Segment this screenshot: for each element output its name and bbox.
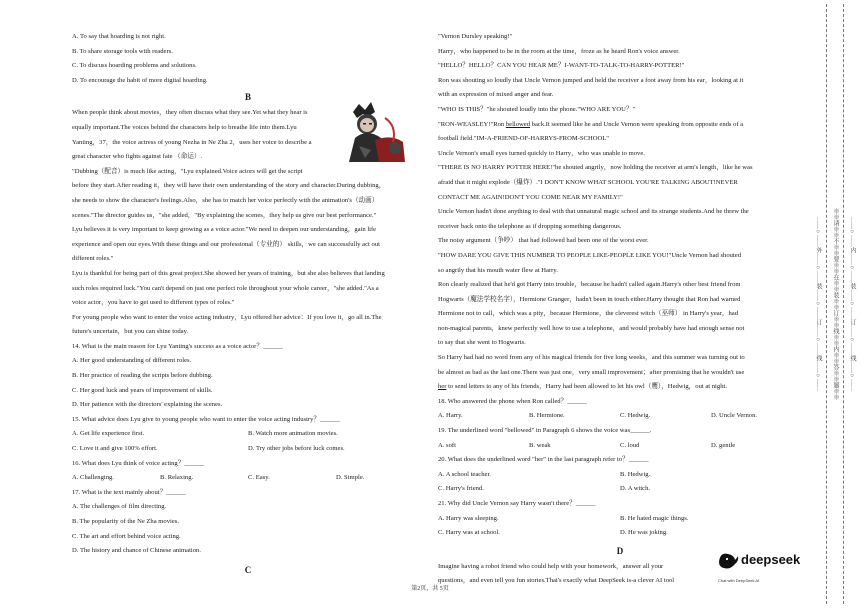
passage-c-line: Uncle Vernon hadn't done anything to deal with that unnatural magic school and its strange students.And he threw the [438,208,749,216]
passage-c-line: "Vernon Dursley speaking!" [438,33,513,40]
answer-option: A. A school teacher. [438,470,491,478]
binding-dashed-line [843,4,844,604]
passage-b-line: When people think about movies，they often discuss what they see.Yet what they hear is [72,109,308,117]
underlined-word-bellowed: bellowed [505,120,531,128]
answer-option: B. Watch more animation movies. [248,430,338,438]
question-stem: 18. Who answered the phone when Ron called？______ [438,397,587,405]
question-stem: 15. What advice does Lyu give to young people who want to enter the voice acting industry？______ [72,415,340,423]
answer-option: C. Harry's friend. [438,485,484,493]
answer-option: B. weak [529,441,551,449]
logo-wordmark: deepseek [741,552,801,567]
answer-options-row [438,439,802,454]
answer-option: B. Hedwig. [620,470,651,478]
passage-b-line: "Dubbing（配音）is much like acting，"Lyu explained.Voice actors will get the script [72,167,303,175]
passage-c-line: CONTACT ME AGAIN!DON'T YOU COME NEAR MY FAMILY!" [438,193,623,201]
question-stem: 20. What does the underlined word "her" in the last paragraph refer to？______ [438,456,649,464]
right-column [438,30,802,589]
answer-options-row [72,442,424,457]
passage-c-line: non-magical parents，knew perfectly well how to use a telephone，and would probably have had enough sense not [438,324,745,332]
answer-option: B. He hated magic things. [620,514,689,522]
question-stem: 17. What is the text mainly about？______ [72,488,186,496]
passage-c-line: Hermione not to call，which was a pity，because Hermione，the cleverest witch（巫师） in Harry's year，had [438,310,739,318]
inner-binding-line: ……○……内……○……装……○……订……○……线……○…… [849,217,855,391]
passage-c-line: football field."IM-A-FRIEND-OF-HARRYS-FROM-SCHOOL" [438,135,609,143]
answer-option: D. A witch. [620,485,651,493]
answer-option: C. Easy. [248,474,270,482]
passage-d-line: questions，and even tell you fun stories.That's exactly what DeepSeek is-a clever AI tool [438,577,675,585]
option-line: A. To say that hoarding is not right. [72,33,166,40]
answer-option: A. soft [438,441,456,449]
passage-c-line: her to send letters to any of his friends，Harry had been allowed to let his owl（鹰），Hedwig，out at night. [438,383,727,391]
passage-c-line: "HOW DARE YOU GIVE THIS NUMBER TO PEOPLE LIKE-PEOPLE LIKE YOU!"Uncle Vernon had shouted [438,251,741,259]
answer-options-row [72,471,424,486]
passage-c [438,30,802,118]
passage-b-line: Lyu believes it is very important to keep growing as a voice actor."We need to deepen our understanding，gain life [72,226,377,234]
answer-options-row [438,512,802,527]
passage-d-line: Imagine having a robot friend who could help with your homework，answer all your [438,562,664,570]
option-line: D. To encourage the habit of more digital hoarding. [72,76,208,84]
passage-c-line: Uncle Vernon's small eyes turned quickly to Harry，who was unable to move. [438,149,645,157]
passage-b-line: equally important.The voices behind the characters help to breathe life into them.Lyu [72,123,297,131]
passage-b-line: before they start.After reading it，they will have their own understanding of the story and character.During dubbing， [72,182,386,190]
passage-c-line: Hogwarts（魔法学校名字），Hermione Granger，hadn't been in touch either.Harry thought that Ron had warned [438,295,741,303]
answer-option: C. loud [620,441,640,449]
logo-caption: Chat with DeepSeek AI [718,578,760,583]
passage-b-line: great character who fights against fate （命运）. [72,153,203,161]
answer-option: D. The history and chance of Chinese animation. [72,547,201,555]
answer-option: D. Her patience with the directors' explaining the scenes. [72,401,223,409]
answer-options-row [438,526,802,541]
answer-option: A. Challenging. [72,474,114,482]
answer-options-row [72,427,424,442]
answer-option: C. Her good luck and years of improvement of skills. [72,386,213,394]
answer-option: C. The art and effort behind voice acting. [72,532,181,540]
passage-c-line: be almost as bad as the last one.There was just one，very small improvement；after promising that he wouldn't use [438,368,745,376]
passage-b-line: scenes."The director guides us，"she added，"By explaining the scenes，they help us give our best performance." [72,211,377,219]
answer-option: A. Harry. [438,412,463,420]
answer-option: B. Relaxing. [160,474,194,482]
passage-c-line: to say that she went to Hogwarts. [438,339,526,347]
passage-b-line: For young people who want to enter the voice acting industry，Lyu offered her advice：If you love it，go all in.The [72,313,382,321]
underlined-word-her: her [438,383,447,391]
question-stem: 19. The underlined word "bellowed" in Paragraph 6 shows the voice was______. [438,427,652,435]
passage-b-line: she needs to show the character's feelings.Also，she has to match her voice perfectly with the animation's（动画） [72,196,379,204]
answer-option: B. Her practice of reading the scripts before dubbing. [72,372,213,380]
answer-option: C. Love it and give 100% effort. [72,445,158,453]
passage-b-line: such roles required luck."You can't depend on just one perfect role throughout your whole career，"she added."As a [72,284,379,292]
option-line: C. To discuss hoarding problems and solutions. [72,62,197,70]
passage-b-line: Yanting，37，the voice actress of young Nezha in Ne Zha 2，uses her voice to describe a [72,138,312,146]
answer-options-row [438,482,802,497]
passage-c-line: Ron was shouting so loudly that Uncle Vernon jumped and held the receiver a foot away from his ear，looking at it [438,76,744,84]
passage-b-line: future's uncertain，but you can shine today. [72,328,189,336]
answer-option: C. Hedwig. [620,412,651,420]
answer-option: A. Harry was sleeping. [438,514,499,522]
answer-options-row [438,409,802,424]
right-questions [438,395,802,541]
passage-c-line: "THERE IS NO HARRY POTTER HERE!"he shouted angrily，now holding the receiver at arm's length，like he was [438,164,753,172]
page-footer: 第2页，共 5页 [411,586,449,592]
passage-b-line: different roles." [72,255,114,263]
question-stem: 14. What is the main reason for Lyu Yanting's success as a voice actor？______ [72,342,283,350]
answer-option: D. gentle [711,441,736,449]
question-stem: 21. Why did Uncle Vernon say Harry wasn't there？______ [438,500,596,507]
passage-c-line: Harry，who happened to be in the room at the time，froze as he heard Ron's voice answer. [438,47,680,55]
answer-option: B. The popularity of the Ne Zha movies. [72,518,180,525]
passage-c-line: so angrily that his mouth water flew at Harry. [438,266,558,274]
deepseek-logo [716,546,801,586]
answer-option: D. Try other jobs before luck comes. [248,445,345,453]
answer-option: B. Hermione. [529,412,565,420]
answer-option: C. Harry was at school. [438,529,500,537]
passage-c-line: afraid that it might explode（爆炸）."I DON'T KNOW WHAT SCHOOL YOU'RE TALKING ABOUT!NEVER [438,178,738,186]
passage-c-line: with an expression of mixed anger and fear. [438,91,554,99]
section-b-heading: B [244,92,251,103]
answer-option: A. The challenges of film directing. [72,503,167,511]
passage-c-line: "HELLO？HELLO？CAN YOU HEAR ME？I-WANT-TO-TALK-TO-HARRY-POTTER!" [438,62,685,70]
binding-margin [808,0,860,608]
passage-c-line: The noisy argument（争吵） that had followed had been one of the worst ever. [438,237,649,245]
passage-c-line: So Harry had had no word from any of his magical friends for five long weeks，and this summer was turning out to [438,354,745,362]
binding-notice: ※※请※※不※※要※※在※※装※※订※※线※※内※※答※※题※※ [832,208,838,400]
passage-c-line: "RON-WEASLEY!"Ron bellowed back.It seemed like he and Uncle Vernon were speaking from opposite ends of a [438,120,744,128]
binding-dashed-line [826,4,827,604]
passage-c-line: "WHO IS THIS？"he shouted loudly into the phone."WHO ARE YOU？" [438,105,636,113]
section-c-heading: C [244,564,252,575]
passage-c-line: Ron clearly realized that he'd got Harry into trouble，because he hadn't called again.Harry's other best friend from [438,281,741,289]
passage-b-line: Lyu is thankful for being part of this great project.She showed her years of training，but she also believes that landing [72,269,385,277]
passage-c-line: receiver back onto the telephone as if dropping something dangerous. [438,222,622,230]
answer-options-row [438,468,802,483]
left-questions [72,340,424,559]
answer-option: D. Uncle Vernon. [711,412,758,420]
option-line: B. To share storage tools with readers. [72,47,173,55]
answer-option: D. He was joking. [620,529,668,537]
passage-c-continued [438,132,802,380]
passage-b-line: voice actor，you have to get used to different types of roles." [72,299,235,307]
outer-binding-line: ……○……外……○……装……○……订……○……线……○…… [815,217,821,391]
previous-question-options [72,30,424,88]
section-d-heading: D [616,545,624,556]
answer-option: D. Simple. [336,474,365,482]
answer-option: A. Get life experience first. [72,430,145,438]
nezha-illustration [345,98,407,162]
passage-b-line: experience and open our eyes.With these things and our professional（专业的） skills，we can successfully act out [72,240,380,248]
answer-option: A. Her good understanding of different roles. [72,357,192,365]
question-stem: 16. What does Lyu think of voice acting？______ [72,459,205,467]
